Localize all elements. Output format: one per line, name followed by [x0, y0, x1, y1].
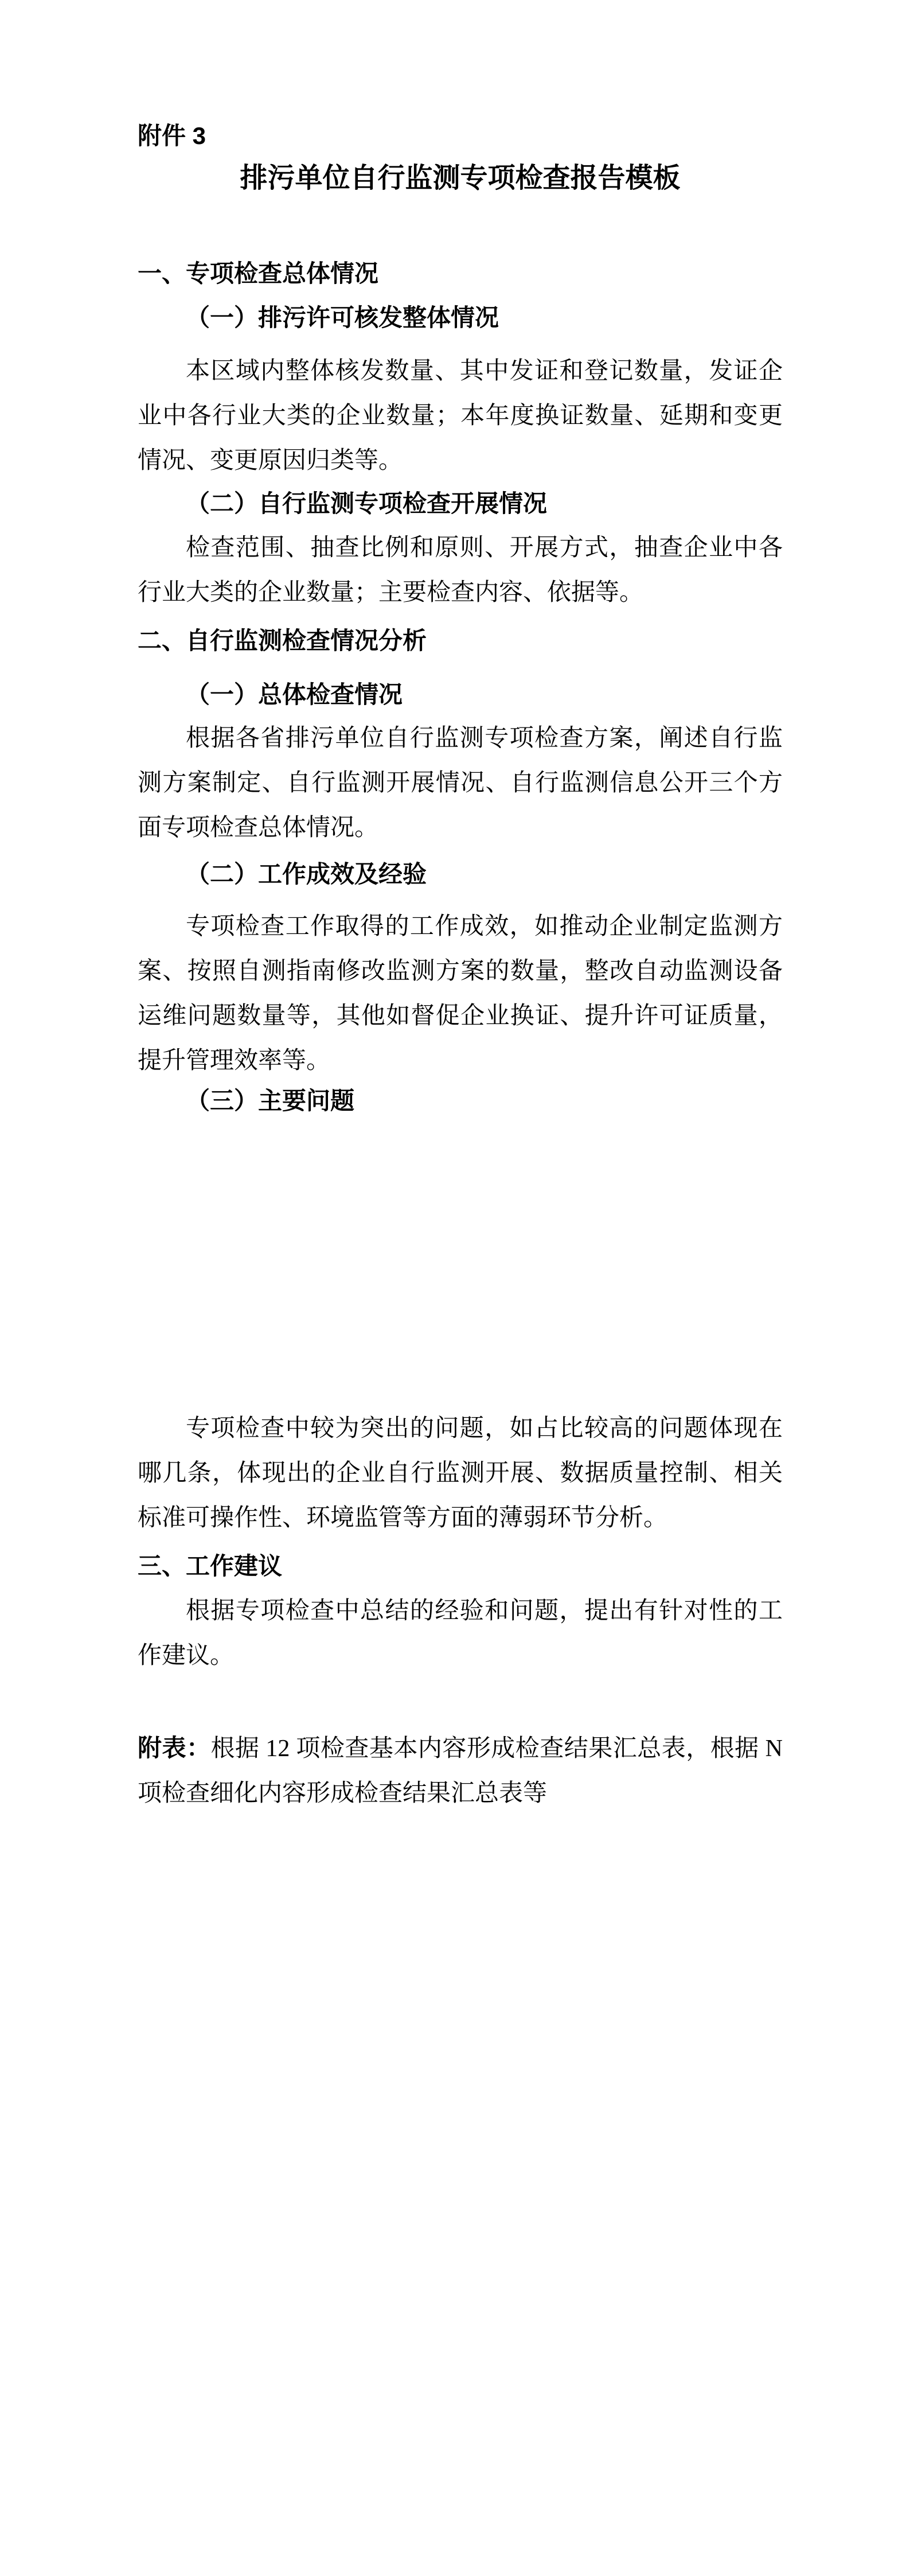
paragraph-overall-inspection: 根据各省排污单位自行监测专项检查方案，阐述自行监测方案制定、自行监测开展情况、自行监测信息公开三个方面专项检查总体情况。: [138, 725, 783, 841]
paragraph-permit-issuance: 本区域内整体核发数量、其中发证和登记数量，发证企业中各行业大类的企业数量；本年度换证数量、延期和变更情况、变更原因归类等。: [138, 358, 783, 474]
paragraph-work-suggestions: 根据专项检查中总结的经验和问题，提出有针对性的工作建议。: [138, 1598, 783, 1669]
appendix-text: 根据 12 项检查基本内容形成检查结果汇总表，根据 N 项检查细化内容形成检查结果汇总表等: [138, 1736, 783, 1807]
document-title: 排污单位自行监测专项检查报告模板: [240, 163, 681, 193]
heading-2-achievements: （二）工作成效及经验: [186, 862, 427, 888]
paragraph-inspection-launch: 检查范围、抽查比例和原则、开展方式，抽查企业中各行业大类的企业数量；主要检查内容、依据等。: [138, 535, 783, 606]
paragraph-main-problems: 专项检查中较为突出的问题，如占比较高的问题体现在哪几条，体现出的企业自行监测开展、数据质量控制、相关标准可操作性、环境监管等方面的薄弱环节分析。: [138, 1415, 783, 1531]
heading-1-overall-situation: 一、专项检查总体情况: [138, 260, 379, 287]
heading-2-inspection-launch: （二）自行监测专项检查开展情况: [186, 491, 548, 517]
heading-1-analysis: 二、自行监测检查情况分析: [138, 627, 427, 654]
heading-2-overall-inspection: （一）总体检查情况: [186, 682, 403, 709]
paragraph-achievements: 专项检查工作取得的工作成效，如推动企业制定监测方案、按照自测指南修改监测方案的数量，整改自动监测设备运维问题数量等，其他如督促企业换证、提升许可证质量，提升管理效率等。: [138, 913, 783, 1074]
heading-1-work-suggestions: 三、工作建议: [138, 1552, 283, 1579]
heading-2-main-problems: （三）主要问题: [186, 1088, 355, 1115]
paragraph-appendix: [138, 1726, 783, 1816]
attachment-label: 附件 3: [138, 122, 206, 149]
appendix-label: 附表：: [138, 1734, 211, 1761]
heading-2-permit-issuance: （一）排污许可核发整体情况: [186, 305, 499, 332]
